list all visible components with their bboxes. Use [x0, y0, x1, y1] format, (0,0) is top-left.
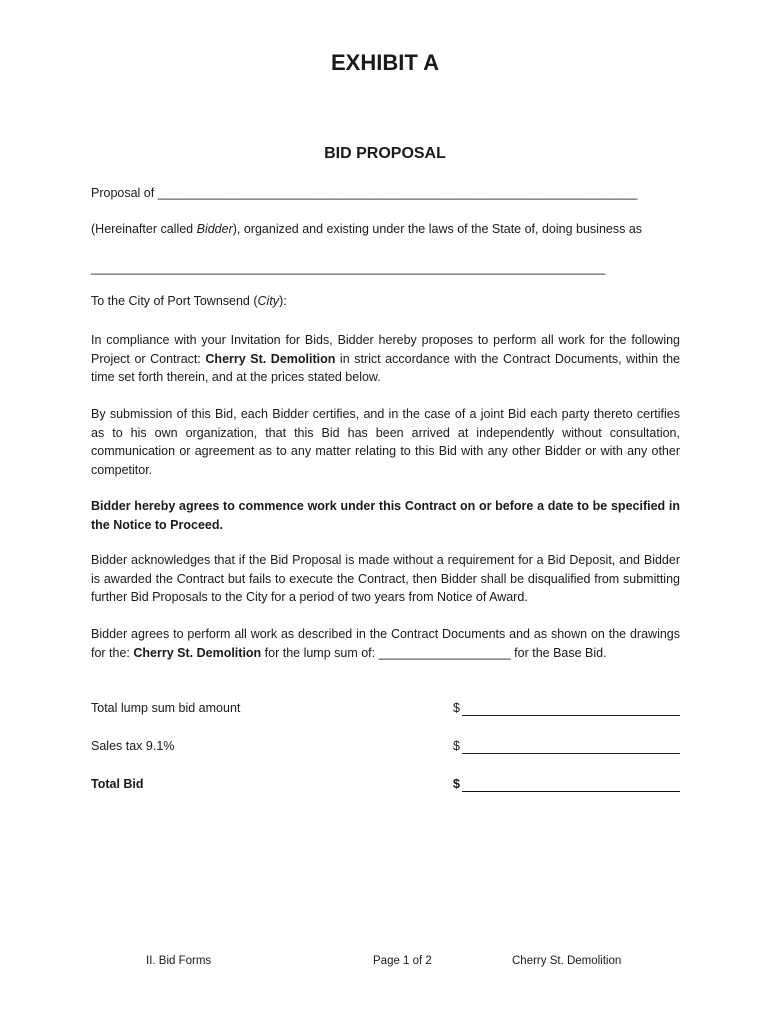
to-city-text-after: ): — [279, 294, 287, 308]
amount-row-sales-tax — [91, 739, 680, 759]
amount-field[interactable] — [453, 739, 680, 753]
currency-symbol: $ — [453, 739, 460, 753]
compliance-text-before: In compliance with your Invitation for Bids, Bidder hereby proposes to perform all work for the following Project or Contract: — [91, 333, 680, 366]
hereinafter-text-after: ), organized and existing under the laws of the State of, doing business as — [232, 222, 643, 236]
commence-paragraph: Bidder hereby agrees to commence work under this Contract on or before a date to be specified in the Notice to Proceed. — [91, 499, 680, 532]
project-name: Cherry St. Demolition — [133, 645, 262, 660]
agrees-text-middle: for the lump sum of: — [261, 645, 379, 660]
agrees-paragraph — [91, 625, 680, 662]
city-term: City — [257, 294, 280, 308]
agrees-text-before: Bidder agrees to perform all work as described in the Contract Documents and as shown on the drawings for the: — [91, 627, 680, 660]
lump-sum-blank[interactable]: ___________________ — [378, 645, 511, 660]
proposal-of-line — [91, 186, 637, 200]
amount-fill-line — [462, 753, 680, 754]
exhibit-heading: EXHIBIT A — [331, 50, 439, 75]
agrees-text-after: for the Base Bid. — [510, 645, 607, 660]
currency-symbol: $ — [453, 777, 460, 791]
business-name-blank[interactable]: __________________________________________________________________________ — [91, 261, 606, 275]
footer-section-name: II. Bid Forms — [146, 955, 212, 967]
proposal-of-label: Proposal of — [91, 186, 155, 200]
amount-row-lump-sum — [91, 701, 680, 721]
footer-page-number: Page 1 of 2 — [373, 955, 432, 967]
amount-label: Total Bid — [91, 777, 144, 791]
bidder-term: Bidder — [196, 222, 233, 236]
hereinafter-text-before: (Hereinafter called — [91, 222, 197, 236]
amount-fill-line — [462, 715, 680, 716]
project-name: Cherry St. Demolition — [205, 351, 336, 366]
proposal-of-blank[interactable]: _____________________________________________________________________ — [157, 186, 638, 200]
acknowledge-paragraph: Bidder acknowledges that if the Bid Proposal is made without a requirement for a Bid Deposit, and Bidder is awarded the Contract but fails to execute the Contract, then Bidder shall be disqualified from submitting further Bid Proposals to the City for a period of two years from Notice of Award. — [91, 553, 680, 604]
compliance-text-after: in strict accordance with the Contract Documents, within the time set forth therein, and at the prices stated below. — [91, 351, 680, 384]
to-city-text-before: To the City of Port Townsend ( — [91, 294, 258, 308]
compliance-paragraph — [91, 331, 680, 387]
hereinafter-line — [91, 222, 642, 236]
currency-symbol: $ — [453, 701, 460, 715]
amount-fill-line — [462, 791, 680, 792]
document-title: BID PROPOSAL — [324, 145, 446, 162]
amount-field[interactable] — [453, 777, 680, 791]
to-city-line — [91, 294, 287, 308]
footer-project-name: Cherry St. Demolition — [512, 955, 622, 967]
submission-paragraph: By submission of this Bid, each Bidder certifies, and in the case of a joint Bid each party thereto certifies as to his own organization, that this Bid has been arrived at independently without consultation, communication or agreement as to any matter relating to this Bid with any other Bidder or with any other competitor. — [91, 407, 680, 477]
amount-label: Sales tax 9.1% — [91, 739, 175, 753]
amount-field[interactable] — [453, 701, 680, 715]
amount-row-total-bid — [91, 777, 680, 797]
amount-label: Total lump sum bid amount — [91, 701, 241, 715]
